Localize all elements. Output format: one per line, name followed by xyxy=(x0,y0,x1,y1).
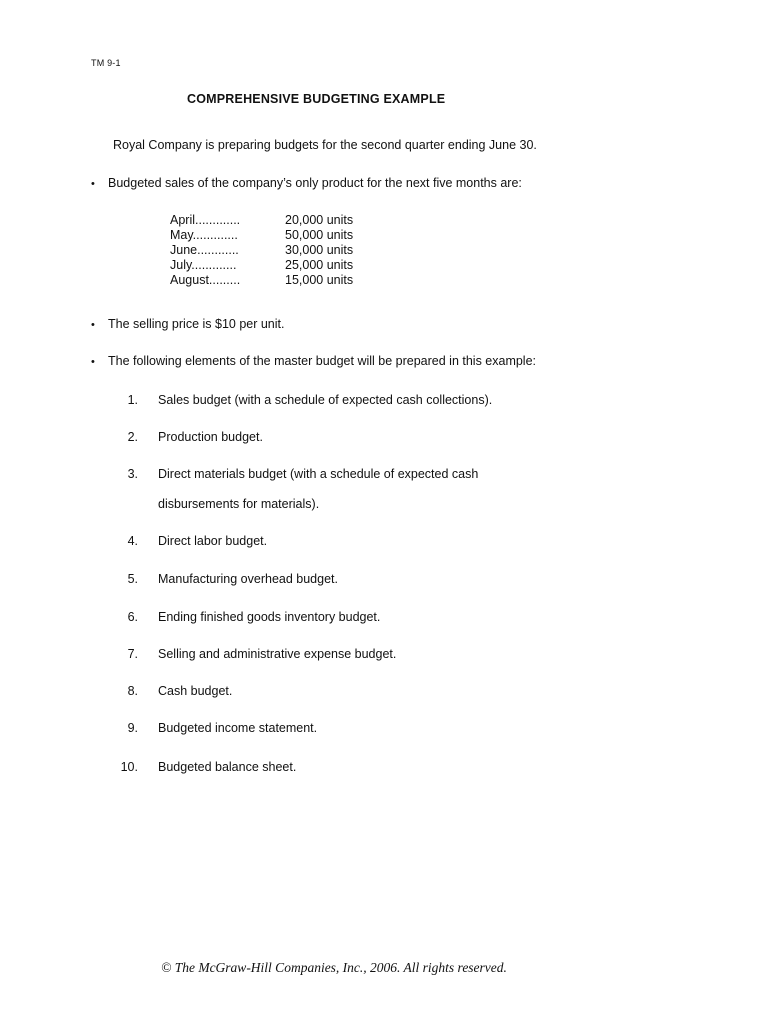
sales-month: July............. xyxy=(170,258,237,272)
bullet-icon: • xyxy=(91,178,95,190)
list-text: Budgeted balance sheet. xyxy=(158,760,297,774)
sales-row xyxy=(170,243,405,258)
bullet-icon: • xyxy=(91,319,95,331)
bullet-item xyxy=(91,176,522,190)
list-text: Production budget. xyxy=(158,430,263,444)
list-text: Ending finished goods inventory budget. xyxy=(158,610,381,624)
list-number: 10. xyxy=(120,760,138,774)
list-number: 8. xyxy=(127,684,138,698)
sales-forecast-table xyxy=(170,213,405,288)
bullet-text: The following elements of the master budget will be prepared in this example: xyxy=(108,354,537,368)
list-number: 9. xyxy=(127,721,138,735)
list-number: 6. xyxy=(127,610,138,624)
sales-units: 15,000 units xyxy=(285,273,354,287)
bullet-item xyxy=(91,317,284,331)
sales-month: May............. xyxy=(170,228,238,242)
sales-month: August......... xyxy=(170,273,241,287)
sales-row xyxy=(170,258,405,273)
bullet-text: Budgeted sales of the company’s only product for the next five months are: xyxy=(108,176,522,190)
list-number: 2. xyxy=(127,430,138,444)
list-text: Direct materials budget (with a schedule of expected cash xyxy=(158,467,479,481)
list-number: 5. xyxy=(127,572,138,586)
list-text: Direct labor budget. xyxy=(158,534,268,548)
list-number: 4. xyxy=(127,534,138,548)
sales-units: 20,000 units xyxy=(285,213,354,227)
list-number: 3. xyxy=(127,467,138,481)
intro-paragraph: Royal Company is preparing budgets for the second quarter ending June 30. xyxy=(113,138,537,152)
list-text: Manufacturing overhead budget. xyxy=(158,572,338,586)
copyright-footer: © The McGraw-Hill Companies, Inc., 2006. All rights reserved. xyxy=(161,960,507,975)
list-text: Cash budget. xyxy=(158,684,233,698)
sales-month: June............ xyxy=(170,243,239,257)
bullet-text: The selling price is $10 per unit. xyxy=(108,317,285,331)
sales-row xyxy=(170,213,405,228)
sales-month: April............. xyxy=(170,213,241,227)
page-title: COMPREHENSIVE BUDGETING EXAMPLE xyxy=(187,92,446,106)
list-text: Selling and administrative expense budget. xyxy=(158,647,397,661)
sales-units: 25,000 units xyxy=(285,258,354,272)
list-text-continuation: disbursements for materials). xyxy=(158,497,320,511)
list-number: 1. xyxy=(127,393,138,407)
list-text: Sales budget (with a schedule of expected cash collections). xyxy=(158,393,493,407)
list-number: 7. xyxy=(127,647,138,661)
sales-row xyxy=(170,273,405,288)
sales-units: 30,000 units xyxy=(285,243,354,257)
sales-row xyxy=(170,228,405,243)
bullet-item xyxy=(91,354,536,368)
list-text: Budgeted income statement. xyxy=(158,721,318,735)
tm-label: TM 9-1 xyxy=(91,58,121,68)
sales-units: 50,000 units xyxy=(285,228,354,242)
bullet-icon: • xyxy=(91,356,95,368)
